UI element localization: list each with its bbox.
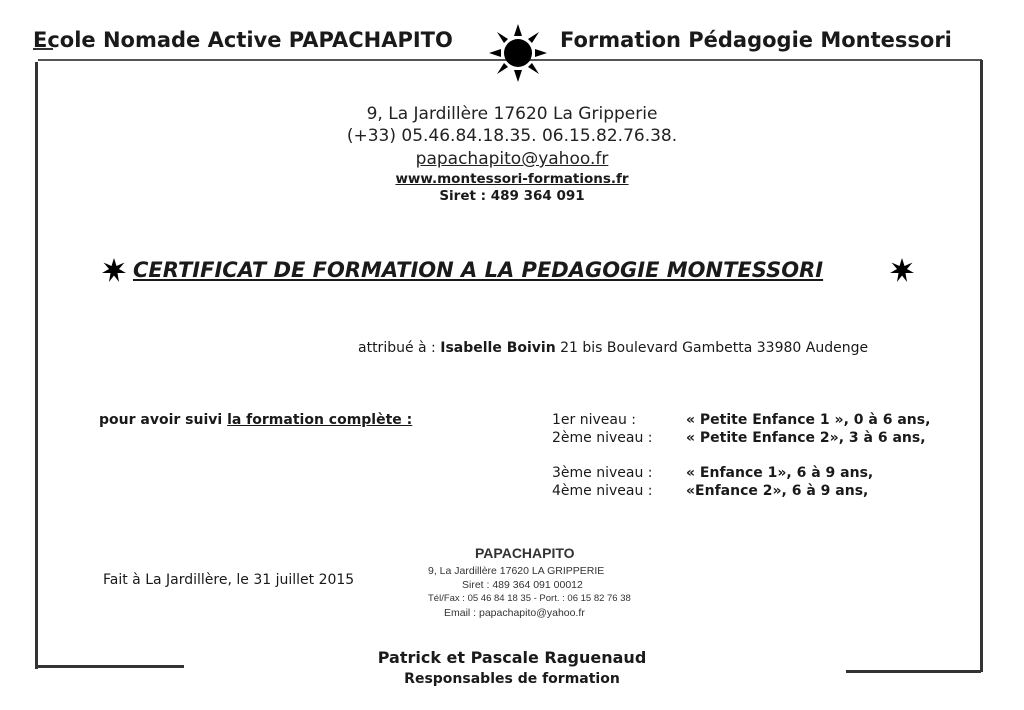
email-link[interactable]: papachapito@yahoo.fr bbox=[415, 149, 609, 169]
signatory-names: Patrick et Pascale Raguenaud bbox=[377, 648, 647, 667]
phone-line: (+33) 05.46.84.18.35. 06.15.82.76.38. bbox=[346, 126, 678, 146]
stamp-name: PAPACHAPITO bbox=[475, 545, 575, 561]
level-4-desc: «Enfance 2», 6 à 9 ans, bbox=[686, 483, 869, 499]
pour-avoir-suivi: pour avoir suivi bbox=[99, 412, 223, 428]
level-1-label: 1er niveau : bbox=[552, 412, 637, 428]
title-star-right-icon bbox=[890, 258, 914, 282]
recipient-name: Isabelle Boivin bbox=[440, 340, 556, 356]
level-4-label: 4ème niveau : bbox=[552, 483, 653, 499]
attribue-label: attribué à : bbox=[358, 340, 436, 356]
program-name: Formation Pédagogie Montessori bbox=[560, 28, 952, 52]
certificate-title: CERTIFICAT DE FORMATION A LA PEDAGOGIE MONTESSORI bbox=[133, 258, 824, 282]
level-3-label: 3ème niveau : bbox=[552, 465, 653, 481]
stamp-tel: Tél/Fax : 05 46 84 18 35 - Port. : 06 15 82 76 38 bbox=[428, 593, 631, 604]
stamp-address: 9, La Jardillère 17620 LA GRIPPERIE bbox=[428, 565, 605, 577]
school-name: Ecole Nomade Active PAPACHAPITO bbox=[33, 28, 453, 52]
siret-line: Siret : 489 364 091 bbox=[439, 188, 585, 204]
recipient-address: 21 bis Boulevard Gambetta 33980 Audenge bbox=[560, 340, 869, 356]
signatory-role: Responsables de formation bbox=[404, 671, 620, 687]
fait-a-line: Fait à La Jardillère, le 31 juillet 2015 bbox=[103, 572, 355, 588]
company-stamp bbox=[428, 545, 648, 625]
website-link[interactable]: www.montessori-formations.fr bbox=[395, 171, 629, 187]
stamp-email: Email : papachapito@yahoo.fr bbox=[444, 607, 585, 619]
level-2-desc: « Petite Enfance 2», 3 à 6 ans, bbox=[686, 430, 926, 446]
formation-line bbox=[99, 412, 412, 428]
stamp-siret: Siret : 489 364 091 00012 bbox=[462, 579, 583, 591]
level-2-label: 2ème niveau : bbox=[552, 430, 653, 446]
sun-icon bbox=[487, 22, 549, 84]
level-1-desc: « Petite Enfance 1 », 0 à 6 ans, bbox=[686, 412, 931, 428]
formation-complete: la formation complète : bbox=[227, 412, 413, 428]
title-star-left-icon bbox=[102, 258, 126, 282]
address-line: 9, La Jardillère 17620 La Gripperie bbox=[366, 104, 658, 124]
recipient-line bbox=[358, 340, 868, 356]
level-3-desc: « Enfance 1», 6 à 9 ans, bbox=[686, 465, 874, 481]
